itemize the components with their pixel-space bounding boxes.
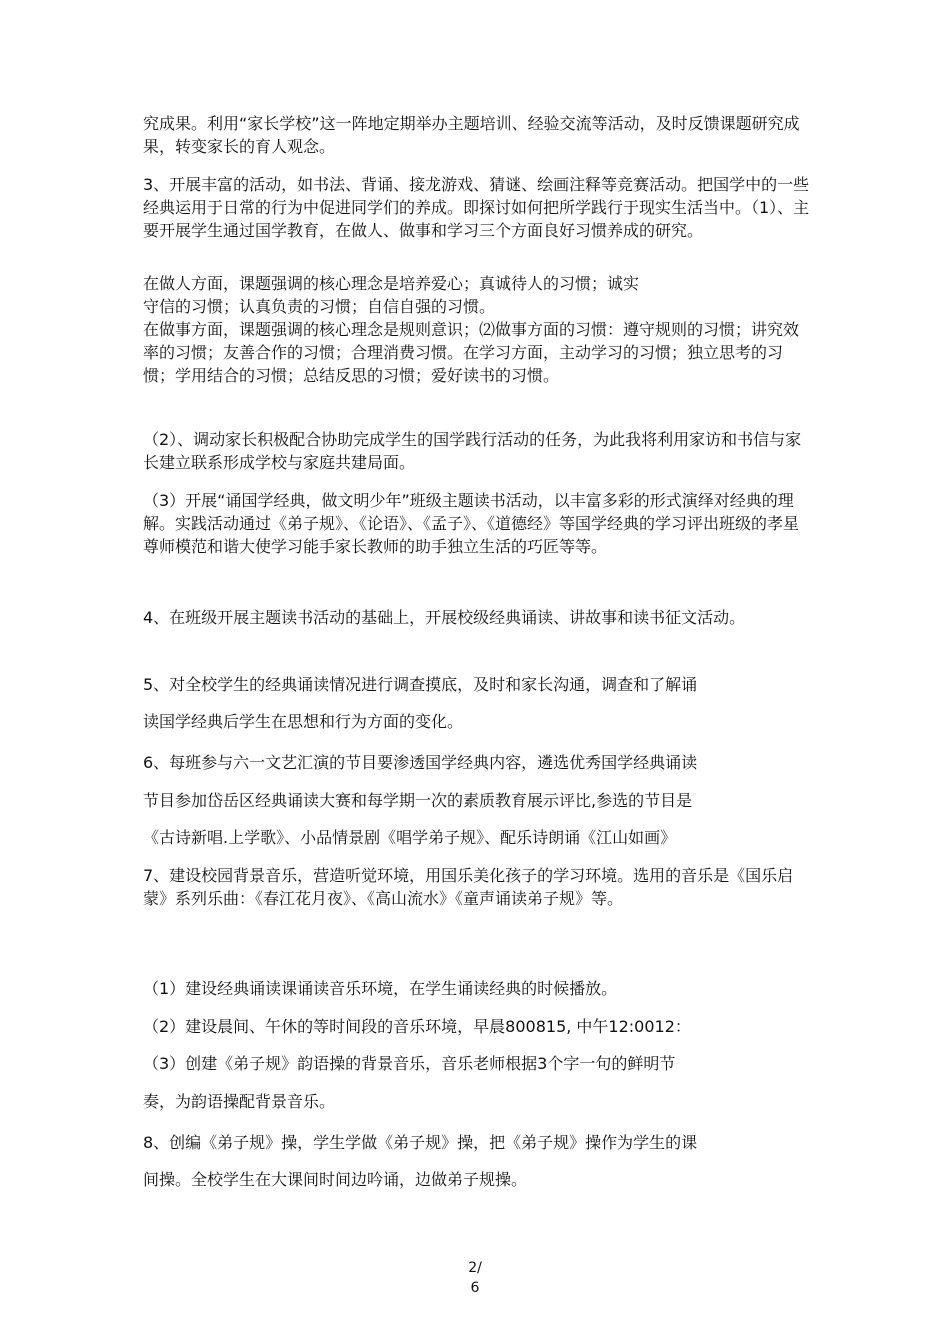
paragraph-exercise-line2: 间操。全校学生在大课间时间边吟诵，边做弟子规操。 — [143, 1170, 528, 1189]
paragraph-performance-line1: 6、每班参与六一文艺汇演的节目要渗透国学经典内容，遴选优秀国学经典诵读 — [143, 753, 698, 772]
paragraph-music-item3-line2: 奏，为韵语操配背景音乐。 — [143, 1092, 336, 1111]
paragraph-background-music: 7、建设校园背景音乐，营造听觉环境，用国乐美化孩子的学习环境。选用的音乐是《国乐启蒙》系列乐曲：《春江花月夜》、《高山流水》《童声诵读弟子规》等。 — [143, 866, 794, 908]
paragraph-reading-activity: （3）开展“诵国学经典，做文明少年”班级主题读书活动，以丰富多彩的形式演绎对经典的理解。实践活动通过《弟子规》、《论语》、《孟子》、《道德经》等国学经典的学习评出班级的孝星尊师模范和谐大使学习能手家长教师的助手独立生活的巧匠等等。 — [143, 491, 800, 556]
paragraph-performance-line2: 节目参加岱岳区经典诵读大赛和每学期一次的素质教育展示评比,参选的节目是 — [143, 791, 693, 810]
paragraph-survey-line1: 5、对全校学生的经典诵读情况进行调查摸底，及时和家长沟通，调查和了解诵 — [143, 675, 698, 694]
paragraph-music-item2: （2）建设晨间、午休的等时间段的音乐环境，早晨800815, 中午12:0012： — [143, 1017, 691, 1036]
paragraph-survey-line2: 读国学经典后学生在思想和行为方面的变化。 — [143, 712, 464, 731]
paragraph-music-item3-line1: （3）创建《弟子规》韵语操的背景音乐，音乐老师根据3个字一句的鲜明节 — [143, 1054, 676, 1073]
paragraph-school-reading: 4、在班级开展主题读书活动的基础上，开展校级经典诵读、讲故事和读书征文活动。 — [143, 608, 746, 627]
paragraph-parents: （2）、调动家长积极配合协助完成学生的国学践行活动的任务，为此我将利用家访和书信与家长建立联系形成学校与家庭共建局面。 — [143, 430, 802, 472]
paragraph-activities: 3、开展丰富的活动，如书法、背诵、接龙游戏、猜谜、绘画注释等竞赛活动。把国学中的一些经典运用于日常的行为中促进同学们的养成。即探讨如何把所学践行于现实生活当中。（1）、主要开展学生通过国学教育，在做人、做事和学习三个方面良好习惯养成的研究。 — [143, 175, 810, 240]
paragraph-exercise-line1: 8、创编《弟子规》操，学生学做《弟子规》操，把《弟子规》操作为学生的课 — [143, 1133, 698, 1152]
paragraph-behavior-line2: 守信的习惯；认真负责的习惯；自信自强的习惯。 — [143, 297, 496, 316]
paragraph-work-study-habits: 在做事方面，课题强调的核心理念是规则意识；⑵做事方面的习惯：遵守规则的习惯；讲究效率的习惯；友善合作的习惯；合理消费习惯。在学习方面，主动学习的习惯；独立思考的习惯；学用结合的习惯；总结反思的习惯；爱好读书的习惯。 — [143, 320, 800, 385]
paragraph-home-school: 究成果。利用“家长学校”这一阵地定期举办主题培训、经验交流等活动，及时反馈课题研究成果，转变家长的育人观念。 — [143, 114, 800, 156]
page-number-top: 2/ — [468, 1260, 482, 1276]
paragraph-performance-line3: 《古诗新唱.上学歌》、小品情景剧《唱学弟子规》、配乐诗朗诵《江山如画》 — [143, 828, 677, 847]
paragraph-music-item1: （1）建设经典诵读课诵读音乐环境，在学生诵读经典的时候播放。 — [143, 979, 618, 998]
paragraph-behavior-line1: 在做人方面，课题强调的核心理念是培养爱心；真诚待人的习惯；诚实 — [143, 274, 640, 293]
page-number-bottom: 6 — [470, 1280, 480, 1296]
